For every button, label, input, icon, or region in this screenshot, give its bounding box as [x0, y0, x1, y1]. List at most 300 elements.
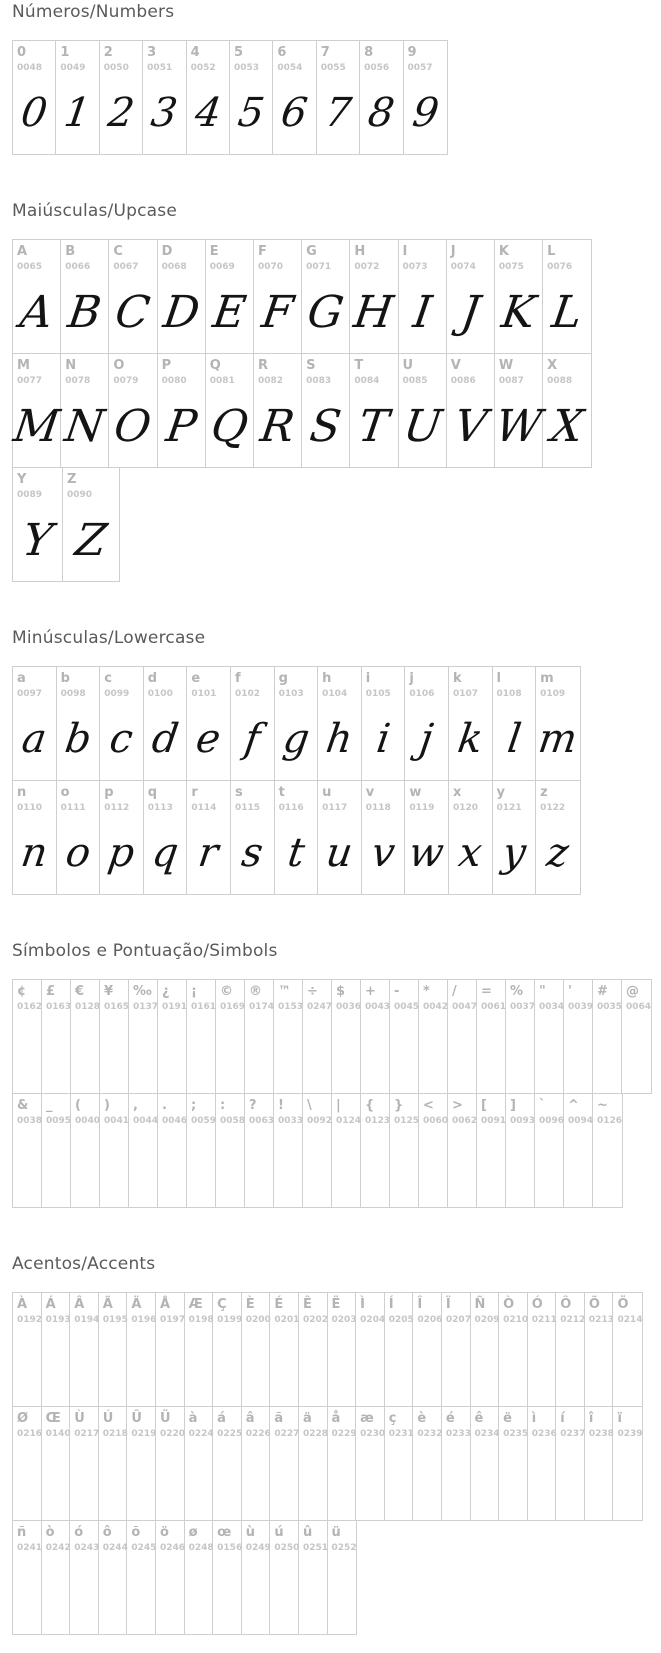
glyph-preview	[180, 1557, 218, 1629]
cell-char-label: -	[394, 984, 400, 999]
cell-char-label: ÷	[307, 984, 318, 999]
glyph-cell-0124	[332, 1094, 361, 1207]
cell-unicode-label: 0050	[103, 63, 129, 73]
glyph-cell-0229	[328, 1407, 357, 1520]
cell-unicode-label: 0079	[113, 376, 139, 386]
cell-unicode-label: 0217	[74, 1429, 100, 1439]
glyph-row	[12, 666, 581, 781]
glyph-preview	[122, 1443, 160, 1515]
glyph-preview: a	[19, 716, 50, 762]
glyph-preview: W	[492, 400, 545, 452]
cell-char-label: É	[274, 1297, 284, 1312]
cell-unicode-label: 0192	[17, 1315, 43, 1325]
cell-unicode-label: 0103	[278, 689, 304, 699]
glyph-preview	[351, 1443, 389, 1515]
glyph-cell-0069	[206, 240, 254, 353]
cell-unicode-label: 0090	[67, 490, 93, 500]
glyph-preview	[501, 1130, 539, 1202]
glyph-preview	[327, 1130, 365, 1202]
glyph-preview	[66, 1016, 104, 1088]
cell-unicode-label: 0111	[60, 803, 86, 813]
section-lowercase	[12, 628, 655, 895]
cell-char-label: /	[452, 984, 457, 999]
glyph-cell-0206	[413, 1293, 442, 1406]
glyph-preview	[269, 1130, 307, 1202]
glyph-preview	[94, 1329, 132, 1401]
glyph-preview	[180, 1329, 218, 1401]
glyph-preview	[437, 1443, 475, 1515]
glyph-preview: O	[111, 400, 155, 452]
glyph-cell-0241	[13, 1521, 42, 1634]
cell-char-label: €	[75, 984, 85, 999]
glyph-cell-0088	[543, 354, 591, 467]
cell-unicode-label: 0218	[102, 1429, 128, 1439]
cell-char-label: b	[60, 671, 70, 686]
cell-unicode-label: 0232	[417, 1429, 443, 1439]
glyph-preview	[414, 1016, 452, 1088]
glyph-cell-0085	[399, 354, 447, 467]
cell-char-label: ã	[274, 1411, 284, 1426]
cell-unicode-label: 0073	[402, 262, 428, 272]
section-title-symbols: Símbolos e Pontuação/Simbols	[12, 941, 278, 961]
glyph-cell-0096	[535, 1094, 564, 1207]
glyph-preview	[437, 1329, 475, 1401]
cell-char-label: ®	[249, 984, 262, 999]
cell-char-label: Ä	[131, 1297, 142, 1312]
cell-char-label: 0	[17, 45, 27, 60]
glyph-cell-0242	[42, 1521, 71, 1634]
glyph-cell-0055	[317, 41, 360, 154]
cell-char-label: >	[452, 1098, 463, 1113]
cell-unicode-label: 0087	[498, 376, 524, 386]
cell-unicode-label: 0068	[161, 262, 187, 272]
glyph-cell-0244	[99, 1521, 128, 1634]
glyph-cell-0074	[447, 240, 495, 353]
glyph-row	[12, 40, 448, 155]
glyph-preview: Q	[207, 400, 251, 452]
cell-char-label: .	[162, 1098, 167, 1113]
glyph-preview: 2	[105, 90, 137, 136]
glyph-preview	[356, 1130, 394, 1202]
cell-unicode-label: 0237	[560, 1429, 586, 1439]
cell-unicode-label: 0081	[209, 376, 235, 386]
cell-char-label: x	[452, 785, 462, 800]
cell-char-label: ö	[159, 1525, 169, 1540]
cell-unicode-label: 0197	[159, 1315, 186, 1325]
cell-unicode-label: 0121	[496, 803, 522, 813]
glyph-preview	[559, 1130, 597, 1202]
glyph-preview	[465, 1329, 503, 1401]
cell-char-label: w	[409, 785, 422, 800]
cell-unicode-label: 0104	[322, 689, 348, 699]
cell-char-label: ^	[568, 1098, 579, 1113]
glyph-preview: V	[450, 400, 490, 452]
glyph-cell-0191	[158, 980, 187, 1093]
cell-unicode-label: 0207	[445, 1315, 471, 1325]
glyph-cell-0068	[158, 240, 206, 353]
cell-unicode-label: 0039	[568, 1002, 594, 1012]
cell-unicode-label: 0153	[278, 1002, 304, 1012]
cell-char-label: t	[278, 785, 285, 800]
glyph-preview	[294, 1557, 332, 1629]
cell-char-label: ,	[133, 1098, 138, 1113]
cell-unicode-label: 0241	[17, 1543, 43, 1553]
glyph-preview: f	[241, 716, 263, 762]
glyph-preview: h	[323, 716, 356, 762]
glyph-cell-0076	[543, 240, 591, 353]
cell-char-label: Ë	[331, 1297, 341, 1312]
glyph-preview: K	[498, 286, 539, 338]
cell-unicode-label: 0212	[560, 1315, 586, 1325]
glyph-preview	[472, 1130, 510, 1202]
glyph-cell-0117	[318, 781, 362, 894]
glyph-cell-0163	[42, 980, 71, 1093]
cell-char-label: E	[209, 244, 219, 259]
glyph-preview: X	[547, 400, 587, 452]
cell-char-label: ò	[45, 1525, 55, 1540]
cell-char-label: à	[188, 1411, 198, 1426]
glyph-cell-0056	[360, 41, 403, 154]
glyph-preview: U	[399, 400, 445, 452]
glyph-preview	[385, 1130, 423, 1202]
cell-char-label: %	[510, 984, 524, 999]
cell-unicode-label: 0251	[302, 1543, 328, 1553]
cell-char-label: Å	[159, 1297, 171, 1312]
cell-unicode-label: 0200	[245, 1315, 271, 1325]
cell-char-label: í	[560, 1411, 565, 1426]
glyph-preview: J	[457, 286, 483, 338]
glyph-cell-0050	[100, 41, 143, 154]
glyph-cell-0044	[129, 1094, 158, 1207]
cell-char-label: d	[147, 671, 158, 686]
cell-unicode-label: 0213	[588, 1315, 614, 1325]
glyph-preview	[294, 1443, 332, 1515]
glyph-cell-0193	[42, 1293, 71, 1406]
cell-char-label: ¢	[17, 984, 27, 999]
cell-char-label: å	[331, 1411, 341, 1426]
glyph-cell-0126	[593, 1094, 622, 1207]
glyph-cell-0137	[129, 980, 158, 1093]
glyph-cell-0194	[70, 1293, 99, 1406]
glyph-preview: 4	[191, 90, 224, 136]
glyph-preview	[559, 1016, 597, 1088]
cell-unicode-label: 0140	[45, 1429, 71, 1439]
cell-unicode-label: 0248	[188, 1543, 214, 1553]
cell-unicode-label: 0066	[65, 262, 91, 272]
cell-unicode-label: 0093	[510, 1116, 536, 1126]
glyph-cell-0110	[13, 781, 57, 894]
glyph-cell-0108	[493, 667, 537, 780]
glyph-cell-0251	[299, 1521, 328, 1634]
cell-char-label: 3	[147, 45, 157, 60]
cell-char-label: G	[306, 244, 317, 259]
glyph-cell-0200	[242, 1293, 271, 1406]
cell-unicode-label: 0156	[217, 1543, 243, 1553]
cell-unicode-label: 0101	[191, 689, 217, 699]
glyph-cell-0252	[328, 1521, 357, 1634]
cell-unicode-label: 0040	[75, 1116, 101, 1126]
glyph-cell-0212	[556, 1293, 585, 1406]
cell-char-label: q	[147, 785, 158, 800]
cell-char-label: Ç	[217, 1297, 227, 1312]
glyph-preview: 0	[18, 90, 51, 136]
glyph-cell-0092	[303, 1094, 332, 1207]
cell-unicode-label: 0118	[365, 803, 391, 813]
glyph-preview: i	[373, 716, 393, 762]
glyph-preview: E	[209, 286, 249, 338]
glyph-preview	[180, 1443, 218, 1515]
cell-unicode-label: 0045	[394, 1002, 420, 1012]
glyph-preview: u	[323, 830, 356, 876]
cell-unicode-label: 0201	[274, 1315, 300, 1325]
cell-unicode-label: 0234	[474, 1429, 500, 1439]
cell-unicode-label: 0128	[75, 1002, 101, 1012]
cell-unicode-label: 0205	[388, 1315, 414, 1325]
glyph-preview	[240, 1016, 278, 1088]
glyph-cell-0079	[109, 354, 157, 467]
cell-unicode-label: 0174	[249, 1002, 275, 1012]
cell-unicode-label: 0244	[102, 1543, 128, 1553]
cell-unicode-label: 0107	[452, 689, 478, 699]
cell-char-label: Q	[209, 358, 221, 373]
cell-char-label: À	[17, 1297, 28, 1312]
glyph-cell-0072	[350, 240, 398, 353]
glyph-cell-0097	[13, 667, 57, 780]
glyph-row	[12, 979, 652, 1094]
cell-char-label: Ó	[531, 1297, 543, 1312]
glyph-preview: q	[149, 830, 182, 876]
glyph-preview	[551, 1443, 589, 1515]
cell-unicode-label: 0056	[364, 63, 390, 73]
cell-unicode-label: 0096	[539, 1116, 565, 1126]
cell-char-label: Œ	[45, 1411, 61, 1426]
glyph-cell-0089	[13, 468, 63, 581]
cell-char-label: ?	[249, 1098, 257, 1113]
cell-unicode-label: 0082	[257, 376, 283, 386]
glyph-preview: 7	[321, 90, 354, 136]
glyph-preview	[588, 1130, 627, 1202]
cell-unicode-label: 0062	[452, 1116, 478, 1126]
glyph-preview	[588, 1016, 626, 1088]
glyph-preview	[122, 1329, 160, 1401]
glyph-cell-0246	[156, 1521, 185, 1634]
cell-unicode-label: 0203	[331, 1315, 357, 1325]
glyph-preview	[153, 1130, 191, 1202]
cell-char-label: 6	[277, 45, 287, 60]
cell-char-label: û	[302, 1525, 313, 1540]
glyph-preview	[265, 1329, 303, 1401]
cell-char-label: Í	[388, 1297, 394, 1312]
cell-char-label: J	[450, 244, 456, 259]
cell-char-label: H	[354, 244, 366, 259]
glyph-preview: p	[105, 830, 138, 876]
glyph-preview	[65, 1443, 103, 1515]
cell-unicode-label: 0161	[191, 1002, 217, 1012]
glyph-preview	[124, 1130, 162, 1202]
cell-unicode-label: 0195	[102, 1315, 128, 1325]
cell-unicode-label: 0196	[131, 1315, 157, 1325]
glyph-cell-0210	[499, 1293, 528, 1406]
glyph-cell-0063	[245, 1094, 274, 1207]
cell-unicode-label: 0065	[17, 262, 43, 272]
cell-unicode-label: 0250	[274, 1543, 300, 1553]
glyph-preview: F	[258, 286, 297, 338]
cell-unicode-label: 0225	[217, 1429, 243, 1439]
cell-unicode-label: 0109	[540, 689, 566, 699]
section-symbols	[12, 941, 655, 1208]
cell-char-label: Û	[131, 1411, 142, 1426]
glyph-cell-0217	[70, 1407, 99, 1520]
cell-unicode-label: 0071	[306, 262, 332, 272]
glyph-cell-0249	[242, 1521, 271, 1634]
glyph-preview: T	[355, 400, 393, 452]
cell-char-label: +	[365, 984, 376, 999]
glyph-cell-0121	[493, 781, 537, 894]
cell-char-label: {	[365, 1098, 375, 1113]
cell-unicode-label: 0125	[394, 1116, 420, 1126]
cell-unicode-label: 0219	[131, 1429, 157, 1439]
cell-unicode-label: 0036	[336, 1002, 362, 1012]
cell-char-label: 5	[233, 45, 243, 60]
glyph-cell-0098	[57, 667, 101, 780]
glyph-cell-0075	[495, 240, 543, 353]
glyph-preview	[124, 1016, 162, 1088]
glyph-preview: R	[257, 400, 298, 452]
cell-unicode-label: 0165	[104, 1002, 130, 1012]
cell-unicode-label: 0095	[46, 1116, 72, 1126]
cell-unicode-label: 0080	[161, 376, 187, 386]
glyph-cell-0090	[63, 468, 119, 581]
glyph-cell-0203	[328, 1293, 357, 1406]
cell-unicode-label: 0099	[104, 689, 130, 699]
glyph-preview: M	[10, 400, 63, 452]
glyph-cell-0047	[448, 980, 477, 1093]
cell-unicode-label: 0110	[17, 803, 43, 813]
glyph-preview	[265, 1557, 303, 1629]
cell-char-label: Ì	[360, 1297, 365, 1312]
glyph-preview: 3	[148, 90, 181, 136]
cell-char-label: (	[75, 1098, 81, 1113]
section-numbers	[12, 2, 655, 155]
cell-unicode-label: 0076	[547, 262, 573, 272]
cell-char-label: ä	[302, 1411, 312, 1426]
cell-unicode-label: 0112	[104, 803, 130, 813]
cell-char-label: P	[161, 358, 172, 373]
glyph-cell-0107	[449, 667, 493, 780]
cell-char-label: ó	[74, 1525, 84, 1540]
cell-char-label: Ê	[302, 1297, 312, 1312]
glyph-preview: k	[454, 716, 486, 762]
glyph-preview	[380, 1329, 418, 1401]
glyph-preview: Z	[72, 514, 110, 566]
glyph-preview: 9	[409, 90, 442, 136]
glyph-cell-0192	[13, 1293, 42, 1406]
cell-unicode-label: 0092	[307, 1116, 333, 1126]
glyph-cell-0064	[622, 980, 651, 1093]
cell-char-label: L	[547, 244, 556, 259]
glyph-row	[12, 239, 592, 354]
glyph-preview: N	[61, 400, 108, 452]
cell-char-label: c	[104, 671, 112, 686]
cell-char-label: a	[17, 671, 26, 686]
glyph-cell-0039	[564, 980, 593, 1093]
glyph-cell-0112	[100, 781, 144, 894]
cell-unicode-label: 0048	[17, 63, 43, 73]
cell-char-label: ô	[102, 1525, 112, 1540]
glyph-preview: z	[544, 830, 572, 876]
cell-unicode-label: 0162	[17, 1002, 43, 1012]
glyph-cell-0082	[254, 354, 302, 467]
glyph-preview	[501, 1016, 539, 1088]
glyph-cell-0195	[99, 1293, 128, 1406]
glyph-cell-0059	[187, 1094, 216, 1207]
glyph-cell-0250	[270, 1521, 299, 1634]
cell-char-label: <	[423, 1098, 434, 1113]
glyph-preview	[8, 1329, 46, 1401]
cell-unicode-label: 0224	[188, 1429, 214, 1439]
cell-char-label: O	[113, 358, 125, 373]
cell-char-label: Õ	[588, 1297, 600, 1312]
glyph-cell-0045	[390, 980, 419, 1093]
cell-unicode-label: 0037	[510, 1002, 536, 1012]
cell-char-label: ™	[278, 984, 291, 999]
glyph-preview: j	[417, 716, 437, 762]
glyph-preview	[322, 1443, 360, 1515]
cell-unicode-label: 0238	[588, 1429, 614, 1439]
cell-char-label: Ù	[74, 1411, 85, 1426]
cell-char-label: C	[113, 244, 123, 259]
cell-unicode-label: 0105	[365, 689, 391, 699]
glyph-cell-0046	[158, 1094, 187, 1207]
glyph-cell-0081	[206, 354, 254, 467]
section-title-upcase: Maiúsculas/Upcase	[12, 201, 177, 221]
cell-char-label: j	[409, 671, 414, 686]
glyph-preview	[37, 1329, 75, 1401]
cell-unicode-label: 0114	[191, 803, 217, 813]
cell-char-label: U	[402, 358, 414, 373]
glyph-cell-0245	[127, 1521, 156, 1634]
cell-char-label: e	[191, 671, 201, 686]
cell-char-label: v	[365, 785, 375, 800]
cell-unicode-label: 0226	[245, 1429, 271, 1439]
cell-char-label: z	[540, 785, 548, 800]
glyph-preview	[265, 1443, 303, 1515]
glyph-cell-0233	[442, 1407, 471, 1520]
cell-char-label: ~	[597, 1098, 608, 1113]
cell-char-label: ù	[245, 1525, 256, 1540]
glyph-cell-0213	[585, 1293, 614, 1406]
glyph-cell-0066	[61, 240, 109, 353]
cell-char-label: â	[245, 1411, 255, 1426]
cell-unicode-label: 0100	[147, 689, 173, 699]
cell-char-label: r	[191, 785, 198, 800]
glyph-preview: m	[535, 716, 581, 762]
cell-unicode-label: 0236	[531, 1429, 557, 1439]
cell-unicode-label: 0191	[162, 1002, 188, 1012]
glyph-cell-0067	[109, 240, 157, 353]
cell-char-label: =	[481, 984, 492, 999]
cell-char-label: 4	[190, 45, 200, 60]
cell-char-label: Ï	[445, 1297, 451, 1312]
cell-unicode-label: 0247	[307, 1002, 333, 1012]
cell-char-label: u	[322, 785, 332, 800]
cell-char-label: ñ	[17, 1525, 27, 1540]
glyph-cell-0057	[404, 41, 447, 154]
glyph-preview	[153, 1016, 191, 1088]
cell-char-label: F	[257, 244, 267, 259]
glyph-cell-0080	[158, 354, 206, 467]
cell-unicode-label: 0246	[159, 1543, 186, 1553]
